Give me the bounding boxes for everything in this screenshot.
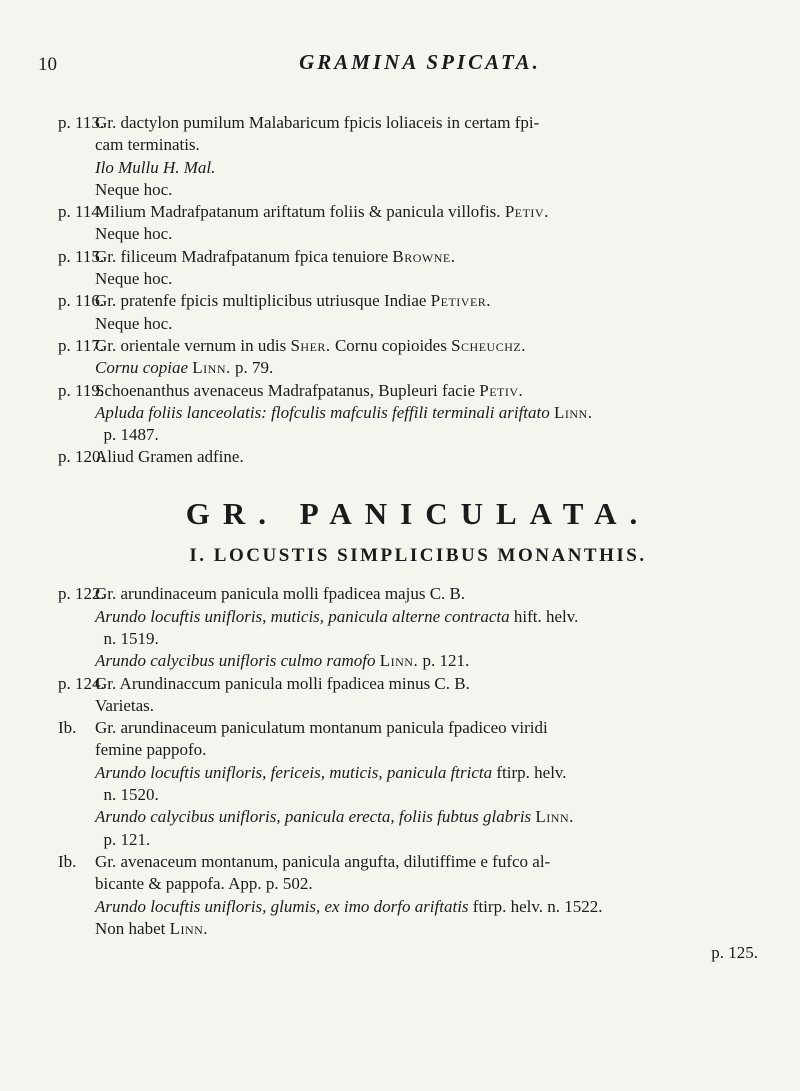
entry-page-ref: p. 115. bbox=[58, 246, 105, 266]
catalog-entry bbox=[58, 112, 778, 201]
entry-line: n. 1519. bbox=[95, 628, 159, 648]
entry-line: Gr. arundinaceum paniculatum montanum panicula fpadiceo viridi bbox=[95, 718, 548, 738]
entry-line: Neque hoc. bbox=[95, 224, 173, 244]
catalog-entry bbox=[58, 446, 778, 468]
entry-line: Neque hoc. bbox=[95, 313, 173, 333]
section-title: GR. PANICULATA. bbox=[185, 495, 651, 531]
entry-line: Neque hoc. bbox=[95, 269, 173, 289]
catalog-entry bbox=[58, 335, 778, 380]
entry-line: Gr. arundinaceum panicula molli fpadicea majus C. B. bbox=[95, 584, 466, 604]
catchword: p. 125. bbox=[711, 943, 758, 963]
entry-line: Gr. filiceum Madrafpatanum fpica tenuiore Browne. bbox=[95, 246, 456, 266]
entry-line: Gr. dactylon pumilum Malabaricum fpicis loliaceis in certam fpi- bbox=[95, 113, 540, 132]
entry-line: bicante & pappofa. App. p. 502. bbox=[95, 874, 313, 894]
catalog-entry bbox=[58, 673, 778, 718]
catalog-entry bbox=[58, 201, 778, 246]
running-title: GRAMINA SPICATA. bbox=[299, 50, 541, 74]
entry-line: Gr. orientale vernum in udis Sher. Cornu copioides Scheuchz. bbox=[95, 335, 526, 355]
entry-line: Apluda foliis lanceolatis: flofculis mafculis feffili terminali ariftato Linn. bbox=[95, 402, 593, 422]
entry-page-ref: p. 113. bbox=[58, 113, 105, 132]
entry-page-ref: p. 122. bbox=[58, 584, 105, 604]
catalog-entry bbox=[58, 290, 778, 335]
catalog-entry bbox=[58, 717, 778, 851]
entry-line: Schoenanthus avenaceus Madrafpatanus, Bupleuri facie Petiv. bbox=[95, 380, 524, 400]
entry-line: Arundo locuftis unifloris, glumis, ex imo dorfo ariftatis ftirp. helv. n. 1522. bbox=[95, 896, 603, 916]
catalog-entry bbox=[58, 583, 778, 672]
entry-line: Varietas. bbox=[95, 695, 155, 715]
subsection-title: I. LOCUSTIS SIMPLICIBUS MONANTHIS. bbox=[189, 545, 647, 567]
entry-page-ref: p. 124. bbox=[58, 673, 105, 693]
entry-page-ref: p. 114. bbox=[58, 202, 105, 222]
entry-line: Arundo locuftis unifloris, fericeis, muticis, panicula ftricta ftirp. helv. bbox=[95, 762, 567, 782]
entry-page-ref: p. 117. bbox=[58, 335, 105, 355]
entry-line: n. 1520. bbox=[95, 785, 159, 805]
entry-line: femine pappofo. bbox=[95, 740, 207, 760]
entry-line: Neque hoc. bbox=[95, 179, 173, 199]
entry-line: p. 1487. bbox=[95, 425, 159, 445]
page-header bbox=[0, 46, 800, 86]
catalog-entry bbox=[58, 851, 778, 940]
entry-page-ref: Ib. bbox=[58, 851, 77, 871]
catalog-entry bbox=[58, 380, 778, 447]
entry-line: Milium Madrafpatanum ariftatum foliis & panicula villofis. Petiv. bbox=[95, 202, 549, 222]
entry-line: Arundo calycibus unifloris culmo ramofo Linn. p. 121. bbox=[95, 651, 470, 671]
entry-line: Gr. pratenfe fpicis multiplicibus utriusque Indiae Petiver. bbox=[95, 291, 492, 311]
entry-page-ref: Ib. bbox=[58, 718, 77, 738]
entries-bottom bbox=[58, 583, 778, 940]
entry-line: p. 121. bbox=[95, 829, 151, 849]
entry-page-ref: p. 119. bbox=[58, 380, 105, 400]
entry-line: Gr. Arundinaccum panicula molli fpadicea minus C. B. bbox=[95, 673, 470, 693]
entry-line: Arundo locuftis unifloris, muticis, panicula alterne contracta hift. helv. bbox=[95, 606, 579, 626]
entry-line: Ilo Mullu H. Mal. bbox=[95, 157, 216, 177]
entry-line: Non habet Linn. bbox=[95, 918, 209, 938]
entry-line: Cornu copiae Linn. p. 79. bbox=[95, 358, 274, 378]
entry-line: cam terminatis. bbox=[95, 135, 200, 155]
entry-line: Aliud Gramen adfine. bbox=[95, 447, 244, 467]
entry-line: Arundo calycibus unifloris, panicula erecta, foliis fubtus glabris Linn. bbox=[95, 807, 574, 827]
entries-top bbox=[58, 112, 778, 469]
entry-line: Gr. avenaceum montanum, panicula angufta, dilutiffime e fufco al- bbox=[95, 851, 551, 871]
catalog-entry bbox=[58, 246, 778, 291]
entry-page-ref: p. 120. bbox=[58, 447, 105, 467]
page-number: 10 bbox=[38, 54, 57, 75]
entry-page-ref: p. 116. bbox=[58, 291, 105, 311]
page-body bbox=[58, 112, 778, 964]
